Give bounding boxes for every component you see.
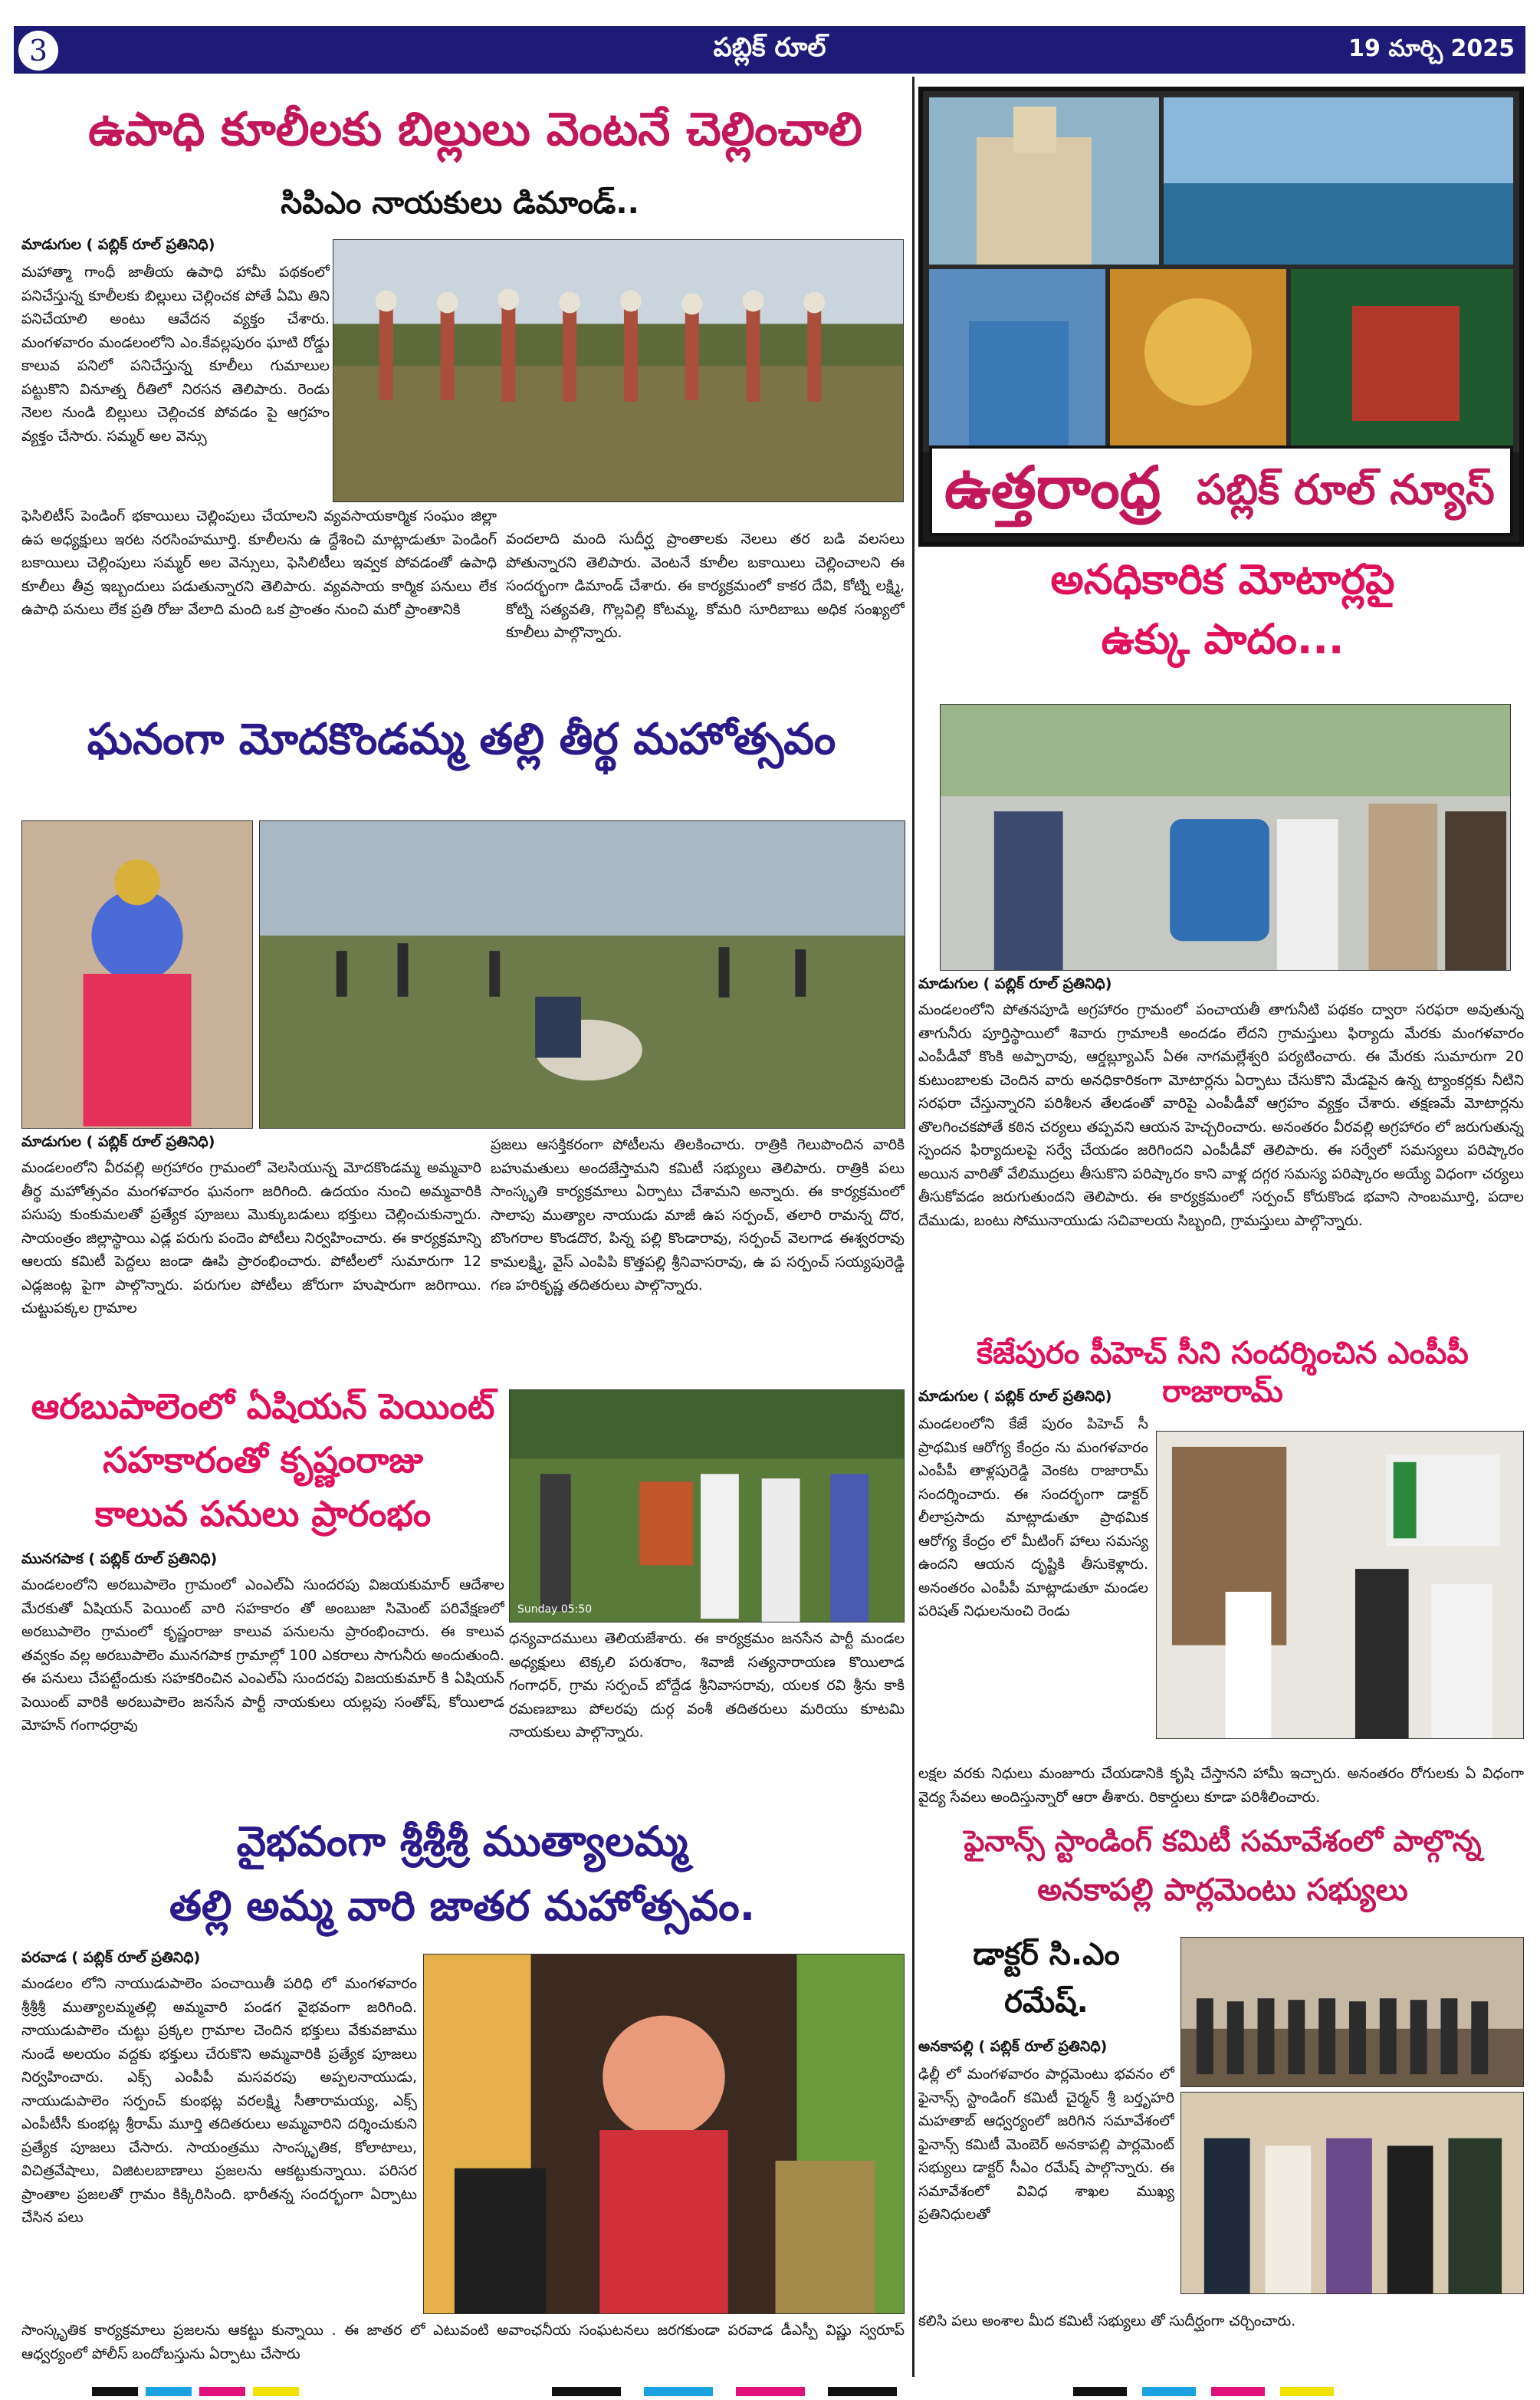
- story2-headline-line2: ఉక్కు పాదం...: [1101, 615, 1345, 663]
- masthead: [14, 26, 1525, 74]
- story3-dateline: మాడుగుల ( పబ్లిక్ రూల్ ప్రతినిధి): [21, 1133, 215, 1150]
- story5-headline-line3: కాలువ పనులు ప్రారంభం: [94, 1493, 432, 1534]
- story4-photo: [1156, 1431, 1524, 1739]
- story7-group-photo: [1180, 1937, 1524, 2087]
- story6-dateline: పరవాడ ( పబ్లిక్ రూల్ ప్రతినిధి): [21, 1949, 201, 1966]
- story5-headline-line1: ఆరబుపాలెంలో ఏషియన్ పెయింట్: [31, 1386, 495, 1427]
- color-bar: [552, 2387, 621, 2396]
- story1-column1-continued: ఫెసిలిటీస్ పెండింగ్ భకాయిలు చెల్లింపులు చేయాలని వ్యవసాయకార్మిక సంఘం జిల్లా ఉప అధ్యక్షులు ఇరట నరసింహమూర్తి. కూలీలను ఉ ద్దేశించి మాట్లాడుతూ పెండింగ్ బకాయిలు చెల్లింపులు సమ్మర్ అల వెన్సులు, ఫెసిలిటీలు ఇవ్వక పోవడంతో ఉపాధి కూలీలు తీవ్ర ఇబ్బందులు పడుతున్నారని తెలిపారు. వ్యవసాయ కార్మిక పనులు లేక ఉపాధి పనులు లేక ప్రతి రోజు వేలాది మంది ఒక ప్రాంతం నుంచి మరో ప్రాంతానికి: [21, 508, 497, 618]
- story7-name-line1: డాక్టర్ సి.ఎం: [973, 1937, 1120, 1972]
- banner-main-text: ఉత్తరాంధ్ర: [944, 453, 1161, 521]
- story1-photo: [333, 239, 904, 502]
- story1-column2: వందలాది మంది సుదీర్ఘ ప్రాంతాలకు నెలలు తర బడి వలసలు పోతున్నారని తెలిపారు. వెంటనే కూలీల బకాయిలు చెల్లించాలని ఈ సందర్భంగా డిమాండ్ చేశారు. ఈ కార్యక్రమంలో కాకర దేవి, కోట్ని లక్ష్మి, కోట్ని సత్యవతి, గొల్లవిల్లి కోటమ్మ, కోమరి సూరిబాబు అధిక సంఖ్యలో కూలీలు పాల్గొన్నారు.: [506, 531, 905, 641]
- story7-headline-line1: ఫైనాన్స్ స్టాండింగ్ కమిటీ సమావేశంలో పాల్గొన్న: [964, 1824, 1482, 1858]
- story4-column-full: లక్షల వరకు నిధులు మంజూరు చేయడానికి కృషి చేస్తానని హామీ ఇచ్చారు. అనంతరం రోగులకు ఏ విధంగా వైద్య సేవలు అందిస్తున్నారో ఆరా తీశారు. రికార్డులు కూడా పరిశీలించారు.: [918, 1765, 1524, 1806]
- story6-headline-line1: వైభవంగా శ్రీశ్రీశ్రీ ముత్యాలమ్మ: [236, 1817, 688, 1866]
- story3-column1: మండలంలోని వీరవల్లి అగ్రహారం గ్రామంలో వెలసియున్న మోదకొండమ్మ అమ్మవారి తీర్థ మహోత్సవం మంగళవారం ఘనంగా జరిగింది. ఉదయం నుంచి అమ్మవారికి పసుపు కుంకుమలతో ప్రత్యేక పూజలు మొక్కుబడులు భక్తులు చెల్లించుకున్నారు. సాయంత్రం జిల్లాస్థాయి ఎడ్ల పరుగు పందెం పోటీలు నిర్వహించారు. ఈ కార్యక్రమాన్ని ఆలయ కమిటీ పెద్దలు జండా ఊపి ప్రారంభించారు. పోటీలలో సుమారుగా 12 ఎడ్లజంట్ల పైగా పాల్గొన్నారు. పరుగుల పోటీలు జోరుగా హుషారుగా జరిగాయి. చుట్టుపక్కల గ్రామాల: [21, 1159, 481, 1317]
- story4-column-narrow: మండలంలోని కేజే పురం పిహెచ్ సీ ప్రాథమిక ఆరోగ్య కేంద్రం ను మంగళవారం ఎంపీపీ తాళ్లపురెడ్డి వెంకట రాజారామ్ సందర్శించారు. ఈ సందర్భంగా డాక్టర్ లీలాప్రసాదు మాట్లాడుతూ ప్రాథమిక ఆరోగ్య కేంద్రం లో మీటింగ్ హాలు సమస్య ఉందని ఆయన దృష్టికి తీసుకెళ్లారు. అనంతరం ఎంపీపీ మాట్లాడుతూ మండల పరిషత్ నిధులనుంచి రెండు: [918, 1415, 1148, 1619]
- story2-headline-line1: అనధికారిక మోటార్లపై: [1050, 555, 1395, 603]
- story4-headline: కేజేపురం పీహెచ్ సీని సందర్శించిన ఎంపీపీ రాజారామ్: [977, 1336, 1469, 1409]
- color-bar: [1280, 2387, 1334, 2396]
- story1-headline: ఉపాధి కూలీలకు బిల్లులు వెంటనే చెల్లించాలి: [88, 103, 862, 156]
- story6-column-full: సాంస్కృతిక కార్యక్రమాలు ప్రజలను ఆకట్టు కున్నాయి . ఈ జాతర లో ఎటువంటి అవాంఛనీయ సంఘటనలు జరగకుండా పరవాడ డీఎస్పీ విష్ణు స్వరూప్ ఆధ్వర్యంలో పోలీస్ బందోబస్తును ఏర్పాటు చేసారు: [21, 2322, 905, 2362]
- story5-dateline: మునగపాక ( పబ్లిక్ రూల్ ప్రతినిధి): [21, 1550, 218, 1567]
- story1-column1: మహాత్మా గాంధీ జాతీయ ఉపాధి హామీ పథకంలో పనిచేస్తున్న కూలీలకు బిల్లులు చెల్లించక పోతే ఏమి తిని పనిచేయాలి అంటు ఆవేదన వ్యక్తం చేశారు. మంగళవారం మండలంలోని ఎం.కేవల్లపురం ఘాటి రోడ్డు కాలువ పనిలో పనిచేస్తున్న కూలీలు గుమాలుల పట్టుకొని వినూత్న రీతిలో నిరసన తెలిపారు. రెండు నెలల నుండి బిల్లులు చెల్లించక పోవడం పై ఆగ్రహం వ్యక్తం చేసారు. సమ్మర్ అల వెన్సు: [21, 264, 330, 445]
- story3-column2: ప్రజలు ఆసక్తికరంగా పోటీలను తిలకించారు. రాత్రికి గెలుపొందిన వారికి బహుమతులు అందజేస్తామని కమిటీ సభ్యులు తెలిపారు. రాత్రికి పలు సాంస్కృతి కార్యక్రమాలు ఏర్పాటు చేశామని అన్నారు. ఈ కార్యక్రమంలో సాలాపు ముత్యాల నాయుడు మాజీ ఉప సర్పంచ్, తలారి రామన్న దొర, బొంగరాల కొండదొర, పిన్న పల్లి కొండారావు, సర్పంచ్ వెలగాడ ఈశ్వరరావు కామలక్ష్మి, వైస్ ఎంపిపి కొత్తపల్లి శ్రీనివాసరావు, ఉ ప సర్పంచ్ సయ్యపురెడ్డి గణ హరికృష్ణ తదితరులు పాల్గొన్నారు.: [491, 1136, 905, 1294]
- story7-meeting-photo: [1180, 2092, 1524, 2294]
- story7-dateline: అనకాపల్లి ( పబ్లిక్ రూల్ ప్రతినిధి): [918, 2038, 1108, 2055]
- uttarandhra-banner: [929, 445, 1513, 536]
- story2-photo: [940, 704, 1511, 971]
- story3-deity-photo: [21, 820, 253, 1129]
- color-bar: [1211, 2387, 1265, 2396]
- color-bar: [253, 2387, 299, 2396]
- story5-column2: ధన్యవాదములు తెలియజేశారు. ఈ కార్యక్రమం జనసేన పార్టీ మండల అధ్యక్షులు టెక్కలి పరుశరాం, శివాజీ సత్యనారాయణ కొయిలాడ గంగాధర్, గ్రామ సర్పంచ్ బోద్దేడ శ్రీనివాసరావు, యలక రవి శ్రీను కాకి రమణబాబు పోలరపు దుర్గ వంశీ తదితరులు మరియు కూటమి నాయకులు పాల్గొన్నారు.: [509, 1630, 905, 1741]
- story7-column-narrow: ఢిల్లీ లో మంగళవారం పార్లమెంటు భవనం లో ఫైనాన్స్ స్టాండింగ్ కమిటీ చైర్మన్ శ్రీ బర్తృహరి మహతాబ్ ఆధ్వర్యంలో జరిగిన సమావేశంలో ఫైనాన్స్ కమిటీ మెంబెర్ అనకాపల్లి పార్లమెంట్ సభ్యులు డాక్టర్ సీఎం రమేష్ పాల్గొన్నారు. ఈ సమావేశంలో వివిధ శాఖల ముఖ్య ప్రతినిధులతో: [918, 2066, 1174, 2223]
- story6-headline-line2: తల్లి అమ్మ వారి జాతర మహోత్సవం.: [169, 1882, 756, 1930]
- story4-dateline: మాడుగుల ( పబ్లిక్ రూల్ ప్రతినిధి): [918, 1388, 1112, 1405]
- story1-subhead: సిపిఎం నాయకులు డిమాండ్..: [281, 186, 639, 221]
- story5-headline-line2: సహకారంతో కృష్ణంరాజు: [103, 1439, 423, 1481]
- column-divider: [912, 77, 914, 2377]
- color-bar: [644, 2387, 713, 2396]
- story3-headline: ఘనంగా మోదకొండమ్మ తల్లి తీర్థ మహోత్సవం: [87, 715, 836, 764]
- newspaper-title: పబ్లిక్ రూల్: [713, 32, 826, 63]
- story2-body: మండలంలోని పోతనపూడి అగ్రహారం గ్రామంలో పంచాయతీ తాగునీటి పథకం ద్వారా సరఫరా అవుతున్న తాగునీరు పూర్తిస్థాయిలో శివారు గ్రామాలకి అందడం లేదని గ్రామస్తులు ఫిర్యాదు మేరకు మంగళవారం ఎంపీడీవో కొంకి అప్పారావు, ఆర్డబ్ల్యూఎస్ ఏఈ నాగమల్లేశ్వరి పర్యటించారు. ఈ మేరకు సుమారుగా 20 కుటుంబాలకు చెందిన వారు అనధికారికంగా మోటార్లను ఏర్పాటు చేసుకొని మేడపైన ఉన్న ట్యాంకర్లకు నీటిని సరఫరా చేస్తున్నారని పరిశీలన తేలడంతో వారిపై ఎంపీడీవో ఆగ్రహం వ్యక్తం చేశారు. తక్షణమే మోటార్లను తొలగించకపోతే కఠిన చర్యలు తప్పవని ఆయన హెచ్చరించారు. అనంతరం వీరవల్లి అగ్రహారం లో జరుగుతున్న స్పందన ఫిర్యాదులపై సర్వే చేయడం జరిగిందని ఎంపీడీవో తెలిపారు. ఈ సర్వేలో సమస్యలు పరిష్కారం అయిన వారితో వేలిముద్రలు తీసుకొని పరిష్కారం కాని వాళ్ల దగ్గర సమస్య పరిష్కారం అయ్యే విధంగా చర్యలు తీసుకోవడం జరుగుతుందని తెలిపారు. ఈ కార్యక్రమంలో సర్పంచ్ కోరుకొండ భవాని సాంబమూర్తి, పదాల దేముడు, బంటు సోమునాయుడు సచివాలయ సిబ్బంది, గ్రామస్తులు పాల్గొన్నారు.: [918, 1001, 1524, 1229]
- story6-photo: [423, 1954, 905, 2314]
- story3-race-photo: [259, 820, 905, 1129]
- story5-photo: [509, 1389, 905, 1622]
- color-bar: [146, 2387, 192, 2396]
- story7-headline-line2: అనకాపల్లి పార్లమెంటు సభ్యులు: [1037, 1872, 1408, 1908]
- color-bar: [736, 2387, 805, 2396]
- color-bar: [92, 2387, 138, 2396]
- story2-dateline: మాడుగుల ( పబ్లిక్ రూల్ ప్రతినిధి): [918, 975, 1112, 992]
- color-bar: [1142, 2387, 1196, 2396]
- banner-sub-text: పబ్లిక్ రూల్ న్యూస్: [1197, 465, 1495, 514]
- story1-dateline: మాడుగుల ( పబ్లిక్ రూల్ ప్రతినిధి): [21, 236, 215, 253]
- color-bar: [199, 2387, 245, 2396]
- story6-column1: మండలం లోని నాయుడుపాలెం పంచాయితీ పరిధి లో మంగళవారం శ్రీశ్రీశ్రీ ముత్యాలమ్మతల్లి అమ్మవారి పండగ వైభవంగా జరిగింది. నాయుడుపాలెం చుట్టు ప్రక్కల గ్రామాల చెందిన భక్తులు వేకువజాము నుండే అలయం వద్దకు భక్తులు చేరుకొని అమ్మవారికి ప్రత్యేక పూజలు నిర్వహించారు. ఎక్స్ ఎంపీపీ మసవరపు అప్పలనాయుడు, నాయుడుపాలెం సర్పంచ్ కుంభట్ల వరలక్ష్మి సీతారామయ్య, ఎక్స్ ఎంపీటీసీ కుంభట్ల శ్రీరామ్ మూర్తి తదితరులు అమ్మవారిని దర్శించుకుని ప్రత్యేక పూజలు చేసారు. సాయంత్రము సాంస్కృతిక, కోలాటాలు, విచిత్రవేషాలు, విజిటలబాణాలు ప్రజలను ఆకట్టుకున్నాయి. పరిసర ప్రాంతాల ప్రజలతో గ్రామం కిక్కిరిసింది. భారీతన్న సందర్భంగా ఏర్పాటు చేసిన పలు: [21, 1975, 417, 2226]
- story5-photo-caption: Sunday 05:50: [517, 1603, 593, 1616]
- uttarandhra-collage: [918, 87, 1524, 547]
- color-bar: [1073, 2387, 1127, 2396]
- story5-column1: మండలంలోని అరబుపాలెం గ్రామంలో ఎంఎల్ఏ సుందరపు విజయకుమార్ ఆదేశాల మేరకుతో ఏషియన్ పెయింట్ వారి సహకారం తో అంబుజా సిమెంట్ పరివేక్షణలో అరబుపాలెం గ్రామంలో కృష్ణంరాజు కాలువ పనులను ప్రారంభించారు. ఈ కాలువ తవ్వకం వల్ల అరబుపాలెం మునగపాక గ్రామాల్లో 100 ఎకరాలు సాగునీరు అందుతుంది. ఈ పనులు చేపట్టేందుకు సహకరించిన ఎంఎల్ఏ సుందరపు విజయకుమార్ కి ఏషియన్ పెయింట్ వారికి అరబుపాలెం జనసేన పార్టీ నాయకులు యల్లపు సంతోష్, కోయిలాడ మోహన్ గంగాధర్రావు: [21, 1576, 504, 1734]
- color-bar: [828, 2387, 897, 2396]
- story7-name-line2: రమేష్.: [1004, 1984, 1089, 2020]
- page-number: 3: [18, 31, 58, 71]
- issue-date: 19 మార్చి 2025: [1348, 35, 1515, 62]
- story7-column-full: కలిసి పలు అంశాల మీద కమిటీ సభ్యులు తో సుదీర్ఘంగా చర్చించారు.: [918, 2313, 1296, 2329]
